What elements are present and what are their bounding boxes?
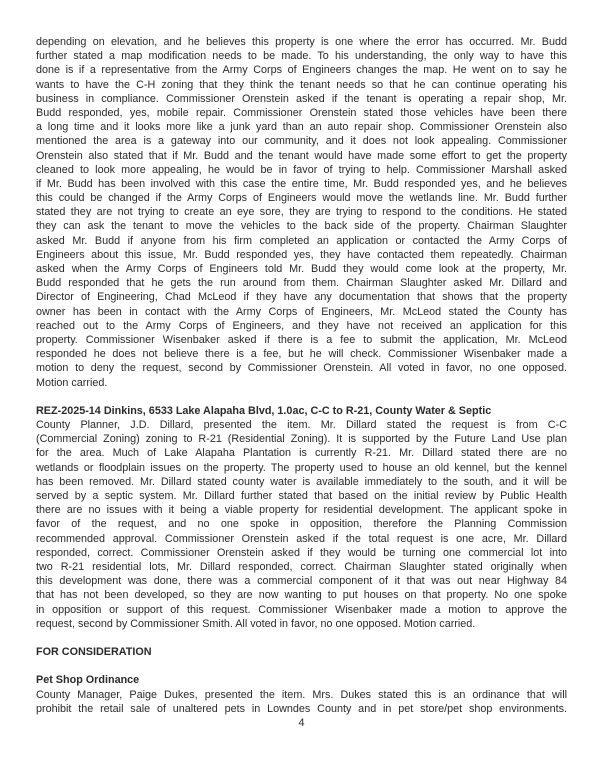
text-line: two R-21 residential lots, Mr. Dillard responded, correct. Chairman Slaughter stated originally when [36, 560, 567, 573]
text-line: Motion carried. [36, 376, 108, 389]
text-line: in opposition or support of this request. Commissioner Wisenbaker made a motion to approve the [36, 603, 567, 616]
text-line: that has not been developed, so they are now wanting to put houses on that property. No one spoke [36, 589, 567, 602]
text-line: recommended approval. Commissioner Orenstein asked if the total request is one acre, Mr. Dillard [36, 532, 567, 545]
text-line: favor of the request, and no one spoke in opposition, therefore the Planning Commission [36, 518, 567, 531]
text-line: asked when the Army Corps of Engineers told Mr. Budd they would come look at the property, Mr. [36, 263, 567, 275]
text-line: wetlands or floodplain issues on the property. The property used to house an old kennel, but the kennel [36, 461, 567, 474]
text-line: this could be changed if the Army Corps of Engineers would move the wetlands line. Mr. Budd further [36, 192, 567, 205]
text-line: request, second by Commissioner Smith. All voted in favor, no one opposed. Motion carried. [36, 617, 476, 630]
text-line: owner has been in contact with the Army Corps of Engineers, Mr. McLeod stated the County has [36, 305, 567, 318]
text-line: prohibit the retail sale of unaltered pets in Lowndes County and in pet store/pet shop environments. [36, 702, 567, 715]
for-consideration-heading: FOR CONSIDERATION [36, 646, 152, 659]
text-line: this development was done, there was a commercial component of it that was out near Highway 84 [36, 575, 567, 588]
blank-line [36, 631, 567, 645]
text-line: (Commercial Zoning) zoning to R-21 (Residential Zoning). It is supported by the Future Land Use plan [36, 433, 567, 446]
text-line: depending on elevation, and he believes this property is one where the error has occurred. Mr. Budd [36, 36, 567, 48]
text-line: Budd responded, yes, mobile repair. Commissioner Orenstein stated those vehicles have been there [36, 106, 567, 119]
text-line: wants to have the C-H zoning that they think the tenant needs so that he can continue operating his [36, 78, 567, 91]
pet-shop-ordinance-heading: Pet Shop Ordinance [36, 674, 140, 687]
text-line: a long time and it looks more like a junk yard than an auto repair shop. Commissioner Orenstein also [36, 121, 567, 134]
text-line: has been removed. Mr. Dillard stated county water is available immediately to the south, and it will be [36, 475, 567, 488]
text-line: County Planner, J.D. Dillard, presented the item. Mr. Dillard stated the request is from C-C [36, 419, 567, 432]
page-number: 4 [298, 717, 305, 729]
text-line: County Manager, Paige Dukes, presented the item. Mrs. Dukes stated this is an ordinance that will [36, 688, 567, 701]
text-line: stated they are not trying to create an eye sore, they are trying to respond to the conditions. He stated [36, 206, 567, 219]
text-line: they can ask the tenant to move the vehicles to the back side of the property. Chairman Slaughter [36, 220, 567, 233]
text-line: business in compliance. Commissioner Orenstein asked if the tenant is operating a repair shop, Mr. [36, 92, 567, 105]
text-line: if Mr. Budd has been involved with this case the entire time, Mr. Budd responded yes, and he believes [36, 177, 567, 190]
text-line: for the area. Much of Lake Alapaha Plantation is currently R-21. Mr. Dillard stated there are no [36, 447, 567, 460]
text-line: further stated a map modification needs to be made. To his understanding, the only way to have this [36, 50, 567, 63]
text-line: asked Mr. Budd if anyone from his firm completed an application or contacted the Army Corps of [36, 234, 567, 247]
text-line: motion to deny the request, second by Commissioner Orenstein. All voted in favor, no one opposed. [36, 362, 567, 375]
text-line: property. Commissioner Wisenbaker asked if there is a fee to submit the application, Mr. McLeod [36, 333, 567, 346]
text-line: reached out to the Army Corps of Engineers, and they have not received an application for this [36, 319, 567, 332]
text-line: Engineers about this issue, Mr. Budd responded yes, they have contacted them repeatedly. Chairman [36, 248, 567, 261]
text-line: done is if a representative from the Army Corps of Engineers changes the map. He went on to say he [36, 64, 567, 77]
text-line: Budd responded that he gets the run around from them. Chairman Slaughter asked Mr. Dillard and [36, 277, 567, 290]
blank-line [36, 659, 567, 673]
rez-item-paragraph [36, 418, 567, 631]
text-line: responded, correct. Commissioner Orenstein asked if they would be turning one commercial lot into [36, 546, 567, 559]
text-line: mentioned the area is a gateway into our community, and it does not look appealing. Commissioner [36, 135, 567, 148]
text-line: Director of Engineering, Chad McLeod if they have any documentation that shows that the property [36, 291, 567, 304]
text-line: served by a septic system. Mr. Dillard further stated that based on the initial review by Public Health [36, 490, 567, 502]
rez-item-heading: REZ-2025-14 Dinkins, 6533 Lake Alapaha Blvd, 1.0ac, C-C to R-21, County Water & Septic [36, 404, 492, 417]
text-line: there are no issues with it being a viable property for residential development. The applicant spoke in [36, 504, 567, 517]
pet-shop-ordinance-paragraph [36, 688, 567, 716]
minutes-continued-paragraph [36, 35, 567, 390]
text-line: cleaned to look more appealing, he would be in favor of trying to help. Commissioner Marshall asked [36, 163, 567, 176]
text-line: responded he does not believe there is a fee, but he will check. Commissioner Wisenbaker made a [36, 348, 567, 361]
blank-line [36, 390, 567, 404]
text-line: Orenstein also stated that if Mr. Budd and the tenant would have made some effort to get the property [36, 149, 567, 162]
